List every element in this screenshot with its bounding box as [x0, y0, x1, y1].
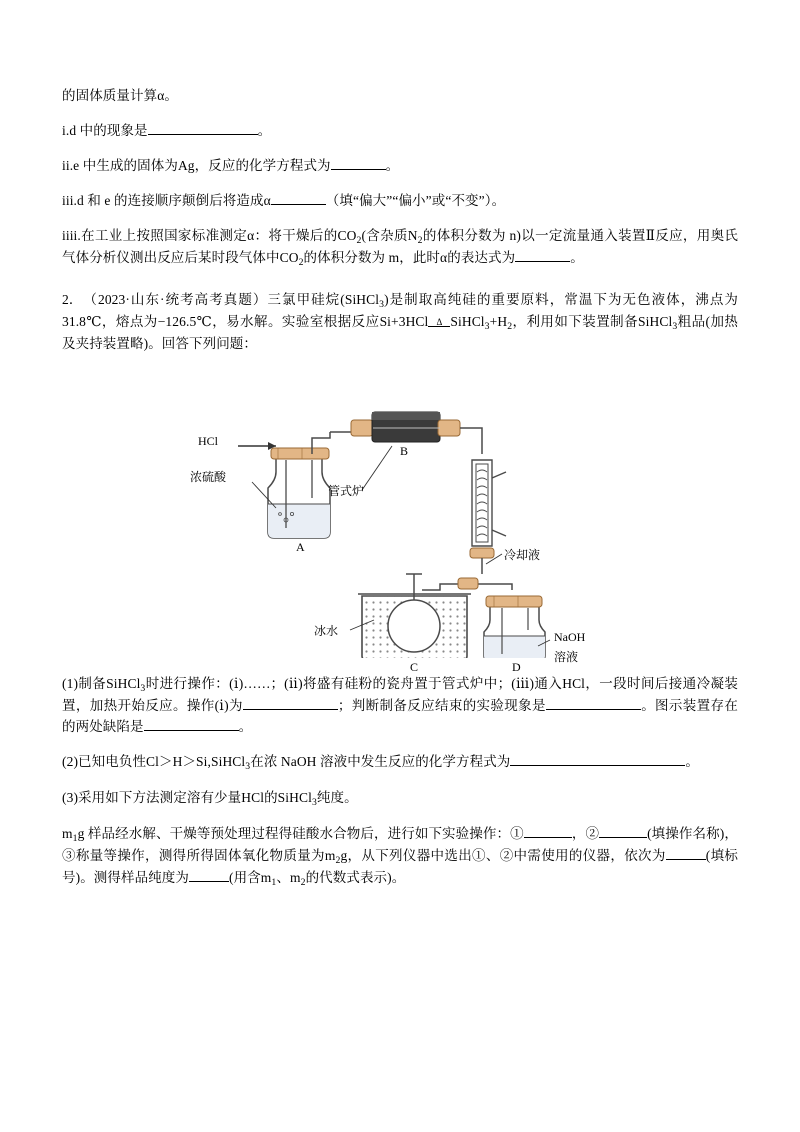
- formula-n2-sub: 2: [417, 234, 423, 246]
- answer-blank-q1-3: [144, 730, 239, 731]
- answer-blank-q2: [510, 765, 685, 766]
- formula-co2-2-sub: 2: [298, 256, 304, 268]
- formula-ag: Ag: [177, 157, 195, 173]
- text-iii-post: （填“偏大”“偏小”或“不变”）。: [325, 192, 506, 208]
- ice-water-bath: [358, 574, 471, 658]
- value-m2-b: [289, 870, 306, 889]
- text-ii-pre: ii.e 中生成的固体为: [62, 157, 178, 173]
- question-2-text-b: ，熔点为: [101, 313, 158, 329]
- formula-hcl-q1: HCl: [562, 676, 586, 692]
- value-m1: [62, 826, 78, 845]
- value-m2-main: m: [324, 848, 336, 864]
- furnace-pointer: [362, 446, 392, 490]
- formula-co2-2: [279, 249, 304, 268]
- formula-sihcl3-title-sub: 3: [379, 298, 385, 310]
- sub4-text-g: 、: [276, 870, 290, 886]
- sub2-text-b: 在浓 NaOH 溶液中发生反应的化学方程式为: [250, 754, 511, 770]
- hcl-inlet-label: HCl: [198, 434, 219, 449]
- formula-sihcl3-product-sub: 3: [672, 320, 678, 332]
- tube-furnace-b: [351, 412, 482, 454]
- sub4-text-e: (填标号)。测得样品纯度为: [62, 848, 738, 886]
- paragraph-ii: [62, 156, 738, 177]
- text-alpha-calc: 的固体质量计算α。: [62, 88, 178, 103]
- gas-washing-bottle-a: [268, 448, 330, 538]
- answer-blank-i: [148, 134, 258, 135]
- formula-sihcl3-q3-main: SiHCl: [277, 790, 312, 806]
- paragraph-i: [62, 121, 738, 142]
- formula-sihcl3-q3: [277, 790, 317, 809]
- value-m1-sub: 1: [72, 833, 78, 845]
- flask-a-label: A: [296, 540, 305, 555]
- text-ii-end: 。: [385, 157, 400, 173]
- tube-furnace-label: 管式炉: [328, 484, 365, 499]
- formula-electronegativity-sub: 3: [245, 761, 251, 773]
- reaction-condition-delta-label: Δ: [436, 317, 443, 327]
- question-2-text-a: 是制取高纯硅的重要原料，常温下为无色液体，沸点为: [388, 291, 738, 307]
- sub3-text-a: (3)采用如下方法测定溶有少量: [62, 790, 242, 806]
- formula-sihcl3-q3-sub: 3: [311, 797, 317, 809]
- sub1-text-e: 。图示装置存在的两处缺陷是: [62, 698, 739, 735]
- formula-reaction-right-a-sub: 3: [484, 320, 490, 332]
- hcl-inlet-tube: [238, 442, 276, 450]
- naoh-solution-label-2: 溶液: [554, 650, 579, 665]
- value-m2-b-sub: 2: [300, 877, 306, 889]
- sub3-text-b: 的: [264, 790, 278, 806]
- sub4-text-h: 的代数式表示)。: [305, 870, 406, 886]
- answer-blank-iii: [271, 204, 326, 205]
- formula-co2-1-main: CO: [337, 227, 357, 243]
- concentrated-sulfuric-acid-label: 浓硫酸: [190, 470, 227, 485]
- sub4-text-d: g，从下列仪器中选出①、②中需使用的仪器，依次为: [340, 848, 666, 864]
- text-iiii-c: (含杂质: [361, 227, 408, 243]
- sub4-text-a: g 样品经水解、干燥等预处理过程得硅酸水合物后，进行如下实验操作：①: [77, 826, 524, 842]
- text-iiii-g: 的表达式为: [447, 249, 516, 265]
- tube-b-label: B: [400, 444, 409, 459]
- answer-blank-q4-1: [524, 837, 572, 838]
- sub1-text-b: 时进行操作：(ⅰ)……；(ⅱ)将盛有硅粉的瓷舟置于管式炉中；(ⅲ)通入: [145, 676, 563, 692]
- formula-co2-1: [337, 227, 362, 246]
- answer-blank-q1-1: [243, 709, 338, 710]
- formula-sihcl3-product-main: SiHCl: [638, 313, 673, 329]
- condenser: [470, 460, 506, 574]
- value-m2: [324, 848, 341, 867]
- sub4-text-f: (用含: [229, 870, 261, 886]
- symbol-alpha-iii: α: [263, 192, 271, 208]
- answer-blank-ii: [331, 169, 386, 170]
- formula-n2-main: N: [407, 227, 418, 243]
- answer-blank-q1-2: [546, 709, 641, 710]
- value-m1-b-sub: 1: [271, 877, 277, 889]
- apparatus-diagram: [62, 368, 738, 675]
- sub3-text-c: 纯度。: [316, 790, 358, 806]
- formula-sihcl3-title-end: ): [384, 291, 389, 307]
- text-i-pre: i.d 中的现象是: [62, 122, 148, 138]
- value-m1-main: m: [62, 826, 73, 842]
- cooling-liquid-label: 冷却液: [504, 548, 541, 563]
- sub4-text-c: (填操作名称)，③称量等操作，测得所得固体氧化物质量为: [62, 826, 738, 864]
- formula-hcl-q3: HCl: [241, 790, 265, 806]
- sub1-text-a: (1)制备: [62, 676, 107, 692]
- answer-blank-q4-4: [189, 881, 229, 882]
- text-iiii-h: 。: [570, 249, 584, 265]
- formula-sihcl3-q1: [106, 676, 146, 695]
- document-content: [62, 86, 738, 904]
- formula-co2-2-main: CO: [279, 249, 299, 265]
- sub1-text-d: ；判断制备反应结束的实验现象是: [337, 698, 546, 714]
- formula-reaction-right-b-sub: 2: [507, 320, 513, 332]
- formula-reaction-left: Si+3HCl: [379, 313, 429, 329]
- formula-sihcl3-q1-main: SiHCl: [106, 676, 141, 692]
- flask-c-label: C: [410, 660, 419, 675]
- formula-sihcl3-title-main: (SiHCl: [340, 291, 380, 307]
- connecting-tube-c-d: [422, 578, 512, 590]
- value-m2-sub: 2: [335, 855, 341, 867]
- value-boiling-point: 31.8℃: [62, 313, 102, 329]
- formula-electronegativity: [146, 754, 251, 773]
- formula-reaction-right-a: SiHCl: [450, 313, 485, 329]
- text-iiii-f: 的体积分数为 m，此时: [303, 249, 441, 265]
- text-i-post: 。: [257, 122, 272, 138]
- paragraph-alpha-calc: [62, 86, 738, 107]
- text-iiii-b: ：将干燥后的: [254, 227, 338, 243]
- paragraph-sub-2: [62, 752, 738, 774]
- formula-reaction-right-b: +H: [489, 313, 508, 329]
- paragraph-sub-3: [62, 788, 738, 810]
- value-m2-b-main: m: [289, 870, 301, 886]
- symbol-alpha-iiii: α: [247, 227, 255, 243]
- text-iiii-d: 的体积分数为 n)以一定流量通入装置Ⅱ反应，用奥氏气体分析仪测出反应后某时段气体中: [62, 227, 738, 265]
- value-m1-b: [260, 870, 277, 889]
- paragraph-sub-4: [62, 824, 738, 890]
- sub2-text-a: (2)已知电负性: [62, 754, 147, 770]
- formula-sihcl3-product: [638, 313, 678, 332]
- text-iiii-a: iiii.在工业上按照国家标准测定: [62, 227, 248, 243]
- sub4-text-b: ，②: [571, 826, 600, 842]
- reaction-condition-delta: [428, 318, 450, 327]
- sub1-text-f: 。: [238, 719, 253, 735]
- value-m1-b-main: m: [260, 870, 272, 886]
- formula-reaction: [379, 313, 513, 332]
- paragraph-iiii: [62, 226, 738, 270]
- paragraph-question-2: [62, 290, 738, 355]
- question-2-source: （2023·山东·统考高考真题）三氯甲硅烷: [82, 291, 341, 307]
- question-2-text-d: ，利用如下装置制备: [512, 313, 639, 329]
- ice-water-label: 冰水: [314, 624, 339, 639]
- formula-co2-1-sub: 2: [356, 234, 362, 246]
- paragraph-iii: [62, 191, 738, 212]
- answer-blank-iiii: [515, 261, 570, 262]
- formula-n2: [407, 227, 423, 246]
- flask-d-label: D: [512, 660, 521, 675]
- answer-blank-q4-3: [666, 859, 706, 860]
- text-iii-pre: iii.d 和 e 的连接顺序颠倒后将造成: [62, 192, 264, 208]
- formula-sihcl3-title: [340, 291, 389, 310]
- formula-sihcl3-q1-sub: 3: [140, 683, 146, 695]
- gas-absorption-bottle-d: [484, 596, 545, 658]
- apparatus-svg: [62, 368, 738, 658]
- sub2-text-c: 。: [685, 754, 700, 770]
- sub1-text-c: ，一段时间后接通冷凝装置，加热开始反应。操作(ⅰ)为: [62, 676, 738, 714]
- question-2-number: 2．: [62, 291, 83, 307]
- text-ii-post: ，反应的化学方程式为: [194, 157, 331, 173]
- answer-blank-q4-2: [599, 837, 647, 838]
- symbol-alpha-iiii-2: α: [440, 249, 448, 265]
- value-melting-point: −126.5℃: [157, 313, 213, 329]
- paragraph-sub-1: [62, 674, 738, 738]
- naoh-solution-label-1: NaOH: [554, 630, 586, 645]
- question-2-text-e: 粗品(加热及夹持装置略)。回答下列问题：: [62, 313, 739, 351]
- formula-electronegativity-main: Cl＞H＞Si,SiHCl: [146, 754, 246, 770]
- question-2-text-c: ，易水解。实验室根据反应: [212, 313, 380, 329]
